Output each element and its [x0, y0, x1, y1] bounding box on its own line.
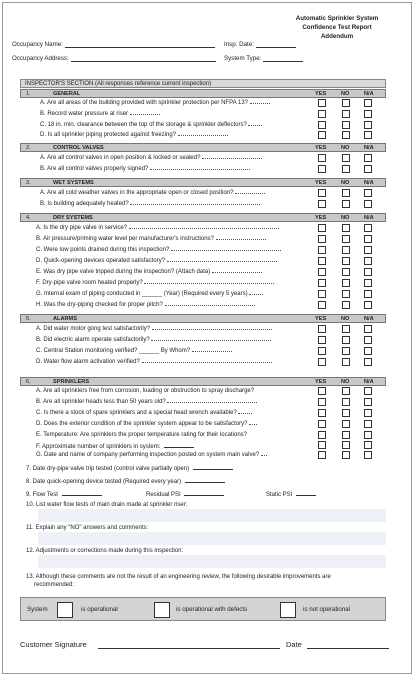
checkbox-no[interactable] [342, 325, 350, 333]
col-yes: YES [315, 145, 327, 151]
checkbox-na[interactable] [364, 246, 372, 254]
col-na: N/A [364, 379, 374, 385]
question: F. Approximate number of sprinklers in system: [36, 441, 194, 451]
checkbox-no[interactable] [342, 431, 350, 439]
checkbox-no[interactable] [342, 301, 350, 309]
occupancy-address-field[interactable] [71, 55, 216, 62]
checkbox-no[interactable] [342, 279, 350, 287]
item-10: 10. List water flow tests of main drain made at sprinkler riser: [26, 502, 188, 508]
checkbox-na[interactable] [364, 257, 372, 265]
date-label: Date [286, 640, 302, 649]
checkbox-no[interactable] [342, 99, 350, 107]
section-number: 4. [26, 215, 31, 221]
checkbox-na[interactable] [364, 387, 372, 395]
checkbox-yes[interactable] [318, 110, 326, 118]
section-sprinklers-header [20, 377, 386, 386]
question: C. Is there a stock of spare sprinklers and a special head wrench available? [36, 409, 252, 417]
item-10-input[interactable] [38, 509, 386, 522]
section-number: 5. [26, 316, 31, 322]
checkbox-na[interactable] [364, 398, 372, 406]
question: C. 18 in. min. clearance between the top of the storage & sprinkler deflectors? [40, 121, 262, 129]
checkbox-na[interactable] [364, 110, 372, 118]
checkbox-no[interactable] [342, 451, 350, 459]
checkbox-yes[interactable] [318, 336, 326, 344]
checkbox-yes[interactable] [318, 235, 326, 243]
question: D. Is all sprinkler piping protected against freezing? [40, 131, 228, 139]
question: H. Was the dry-piping checked for proper pitch? [36, 301, 255, 309]
checkbox-yes[interactable] [318, 409, 326, 417]
operational-label: is operational [81, 606, 118, 613]
customer-signature-field[interactable] [98, 648, 280, 649]
title-line-2: Confidence Test Report [302, 24, 372, 31]
col-no: NO [341, 145, 350, 151]
checkbox-na[interactable] [364, 325, 372, 333]
item-9-flow: 9. Flow Test [26, 489, 102, 499]
question: F. Dry-pipe valve room heated properly? [36, 279, 274, 287]
checkbox-na[interactable] [364, 99, 372, 107]
checkbox-yes[interactable] [318, 290, 326, 298]
question: E. Temperature: Are sprinklers the proper temperature rating for their locations? [36, 432, 247, 438]
checkbox-na[interactable] [364, 189, 372, 197]
signature-date-field[interactable] [307, 648, 389, 649]
insp-date-label: Insp. Date: [224, 41, 254, 48]
operational-defects-checkbox[interactable] [154, 602, 170, 618]
item-13-cont: recommended: [34, 582, 75, 588]
checkbox-no[interactable] [342, 387, 350, 395]
checkbox-no[interactable] [342, 154, 350, 162]
checkbox-no[interactable] [342, 347, 350, 355]
checkbox-no[interactable] [342, 200, 350, 208]
system-type-row [224, 55, 303, 62]
checkbox-na[interactable] [364, 441, 372, 449]
inspector-section-title: INSPECTOR'S SECTION (All responses reference current inspection) [25, 81, 212, 87]
item-13: 13. Although these comments are not the result of an engineering review, the following desirable improvements are [26, 574, 331, 580]
col-na: N/A [364, 91, 374, 97]
checkbox-no[interactable] [342, 224, 350, 232]
question: D. Quick-opening devices operated satisfactory? [36, 257, 277, 265]
operational-checkbox[interactable] [57, 602, 73, 618]
checkbox-na[interactable] [364, 131, 372, 139]
section-label: SPRINKLERS [53, 379, 90, 385]
section-general-header [20, 89, 386, 98]
occupancy-name-label: Occupancy Name: [12, 41, 63, 48]
question: G. Internal exam of piping conducted in ______ (Year) (Required every 5 years) [36, 290, 263, 298]
question: B. Are all sprinkler heads less than 50 years old? [36, 398, 257, 406]
checkbox-na[interactable] [364, 224, 372, 232]
checkbox-yes[interactable] [318, 246, 326, 254]
item-9-static: Static PSI [266, 489, 316, 499]
question: B. Is building adequately heated? [40, 200, 260, 208]
checkbox-na[interactable] [364, 336, 372, 344]
system-status-box [20, 597, 386, 621]
operational-defects-label: is operational with defects [176, 606, 248, 613]
checkbox-no[interactable] [342, 165, 350, 173]
checkbox-no[interactable] [342, 398, 350, 406]
inspector-section-bar [20, 79, 386, 88]
checkbox-yes[interactable] [318, 189, 326, 197]
question: A. Are all sprinklers free from corrosion, loading or obstruction to spray discharge? [36, 388, 255, 394]
section-dry-systems-header [20, 213, 386, 222]
checkbox-na[interactable] [364, 420, 372, 428]
question: A. Is the dry pipe valve in service? [36, 224, 279, 232]
title-line-1: Automatic Sprinkler System [295, 15, 379, 22]
col-yes: YES [315, 180, 327, 186]
section-number: 3. [26, 180, 31, 186]
checkbox-yes[interactable] [318, 200, 326, 208]
question: B. Are all control valves properly signed? [40, 165, 250, 173]
question: A. Are all control valves in open position & locked or sealed? [40, 154, 262, 162]
section-control-valves-header [20, 143, 386, 152]
col-no: NO [341, 379, 350, 385]
checkbox-no[interactable] [342, 110, 350, 118]
col-na: N/A [364, 180, 374, 186]
checkbox-na[interactable] [364, 409, 372, 417]
checkbox-yes[interactable] [318, 441, 326, 449]
col-no: NO [341, 316, 350, 322]
question: G. Date and name of company performing inspection posted on system main valve? [36, 451, 267, 459]
checkbox-yes[interactable] [318, 301, 326, 309]
checkbox-no[interactable] [342, 268, 350, 276]
col-no: NO [341, 215, 350, 221]
checkbox-no[interactable] [342, 441, 350, 449]
customer-signature-label: Customer Signature [20, 640, 87, 649]
checkbox-no[interactable] [342, 189, 350, 197]
section-label: WET SYSTEMS [53, 180, 94, 186]
checkbox-no[interactable] [342, 131, 350, 139]
item-12: 12. Adjustments or corrections made during this inspection: [26, 548, 184, 554]
col-na: N/A [364, 145, 374, 151]
question: A. Are all areas of the building provided with sprinkler protection per NFPA 13? [40, 99, 270, 107]
checkbox-yes[interactable] [318, 121, 326, 129]
checkbox-no[interactable] [342, 235, 350, 243]
section-number: 1. [26, 91, 31, 97]
item-9-residual: Residual PSI [146, 489, 224, 499]
section-number: 6. [26, 379, 31, 385]
checkbox-yes[interactable] [318, 358, 326, 366]
question: D. Water flow alarm activation verified? [36, 358, 272, 366]
question: B. Did electric alarm operate satisfactorily? [36, 336, 271, 344]
col-yes: YES [315, 91, 327, 97]
checkbox-no[interactable] [342, 290, 350, 298]
not-operational-checkbox[interactable] [280, 602, 296, 618]
system-type-field[interactable] [263, 55, 303, 62]
item-12-input[interactable] [38, 555, 386, 568]
item-8: 8. Date quick-opening device tested (Required every year) [26, 476, 225, 486]
not-operational-label: is not operational [303, 606, 351, 613]
col-yes: YES [315, 215, 327, 221]
checkbox-na[interactable] [364, 165, 372, 173]
checkbox-na[interactable] [364, 279, 372, 287]
checkbox-no[interactable] [342, 246, 350, 254]
checkbox-yes[interactable] [318, 387, 326, 395]
col-na: N/A [364, 316, 374, 322]
checkbox-na[interactable] [364, 200, 372, 208]
question: B. Air pressure/priming water level per manufacturer's instructions? [36, 235, 266, 243]
checkbox-yes[interactable] [318, 347, 326, 355]
col-na: N/A [364, 215, 374, 221]
checkbox-yes[interactable] [318, 154, 326, 162]
section-alarms-header [20, 314, 386, 323]
checkbox-na[interactable] [364, 451, 372, 459]
question: B. Record water pressure at riser [40, 110, 160, 118]
checkbox-na[interactable] [364, 121, 372, 129]
checkbox-no[interactable] [342, 409, 350, 417]
checkbox-na[interactable] [364, 235, 372, 243]
checkbox-yes[interactable] [318, 431, 326, 439]
question: D. Does the exterior condition of the sprinkler system appear to be satisfactory? [36, 420, 257, 428]
form-title [282, 14, 392, 41]
checkbox-na[interactable] [364, 268, 372, 276]
question: E. Was dry pipe valve tripped during the inspection? (Attach data) [36, 268, 262, 276]
system-label: System [27, 606, 48, 613]
question: A. Did water motor gong test satisfactorily? [36, 325, 272, 333]
item-11: 11. Explain any "NO" answers and comments: [26, 525, 149, 531]
checkbox-na[interactable] [364, 154, 372, 162]
checkbox-yes[interactable] [318, 257, 326, 265]
checkbox-no[interactable] [342, 358, 350, 366]
col-no: NO [341, 91, 350, 97]
checkbox-yes[interactable] [318, 279, 326, 287]
checkbox-yes[interactable] [318, 451, 326, 459]
col-yes: YES [315, 316, 327, 322]
title-line-3: Addendum [320, 33, 354, 40]
checkbox-yes[interactable] [318, 165, 326, 173]
checkbox-na[interactable] [364, 290, 372, 298]
checkbox-na[interactable] [364, 347, 372, 355]
section-label: ALARMS [53, 316, 77, 322]
checkbox-yes[interactable] [318, 268, 326, 276]
section-number: 2. [26, 145, 31, 151]
checkbox-yes[interactable] [318, 224, 326, 232]
section-label: DRY SYSTEMS [53, 215, 93, 221]
checkbox-yes[interactable] [318, 398, 326, 406]
occupancy-address-label: Occupancy Address: [12, 55, 69, 62]
question: C. Were low points drained during this inspection? [36, 246, 281, 254]
insp-date-row [224, 41, 296, 48]
system-type-label: System Type: [224, 55, 262, 62]
checkbox-na[interactable] [364, 358, 372, 366]
question: A. Are all cold weather valves in the appropriate open or closed position? [40, 189, 265, 197]
item-7: 7. Date dry-pipe valve trip tested (control valve partially open) [26, 463, 233, 473]
question: C. Central Station monitoring verified? ______ By Whom? [36, 347, 232, 355]
checkbox-yes[interactable] [318, 99, 326, 107]
occupancy-name-field[interactable] [65, 41, 215, 48]
checkbox-yes[interactable] [318, 325, 326, 333]
col-yes: YES [315, 379, 327, 385]
checkbox-na[interactable] [364, 431, 372, 439]
checkbox-yes[interactable] [318, 131, 326, 139]
checkbox-no[interactable] [342, 121, 350, 129]
col-no: NO [341, 180, 350, 186]
checkbox-no[interactable] [342, 336, 350, 344]
occupancy-address-row [12, 55, 216, 62]
occupancy-name-row [12, 41, 215, 48]
checkbox-no[interactable] [342, 420, 350, 428]
section-label: CONTROL VALVES [53, 145, 104, 151]
checkbox-yes[interactable] [318, 420, 326, 428]
section-wet-systems-header [20, 178, 386, 187]
checkbox-no[interactable] [342, 257, 350, 265]
section-label: GENERAL [53, 91, 81, 97]
item-11-input[interactable] [38, 532, 386, 545]
checkbox-na[interactable] [364, 301, 372, 309]
insp-date-field[interactable] [256, 41, 296, 48]
